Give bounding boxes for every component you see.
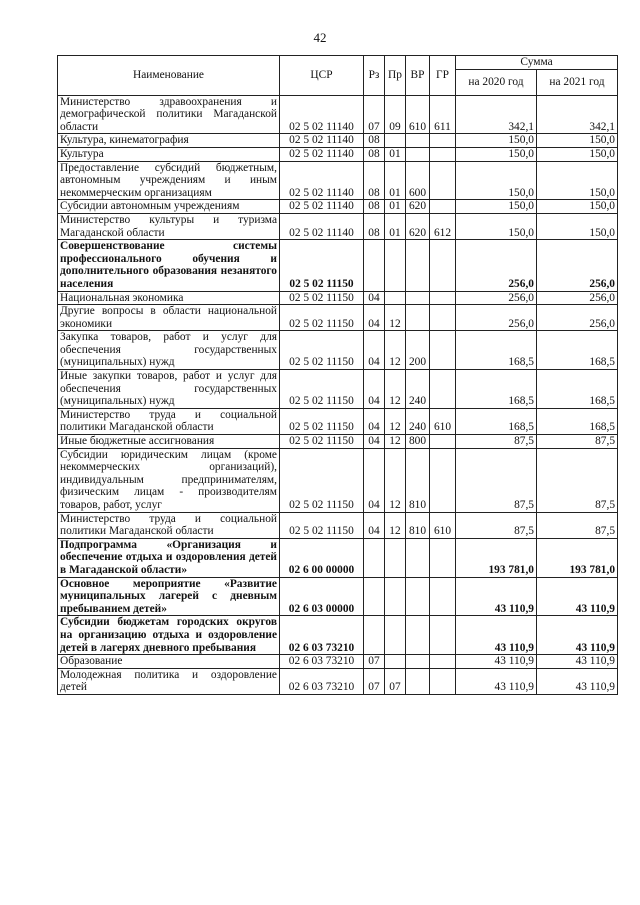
cell-gr <box>430 577 456 616</box>
header-pr: Пр <box>385 56 406 96</box>
cell-vr <box>406 134 430 148</box>
cell-sum-2021: 43 110,9 <box>537 655 618 669</box>
cell-rz: 04 <box>364 408 385 434</box>
header-name: Наименование <box>58 56 280 96</box>
cell-pr: 01 <box>385 200 406 214</box>
cell-sum-2021: 87,5 <box>537 512 618 538</box>
cell-gr: 611 <box>430 95 456 134</box>
cell-pr <box>385 655 406 669</box>
cell-rz: 08 <box>364 213 385 239</box>
cell-rz: 04 <box>364 512 385 538</box>
cell-gr <box>430 538 456 577</box>
cell-pr: 12 <box>385 370 406 409</box>
cell-rz: 04 <box>364 305 385 331</box>
cell-pr <box>385 291 406 305</box>
cell-gr <box>430 200 456 214</box>
cell-gr <box>430 370 456 409</box>
cell-pr: 12 <box>385 435 406 449</box>
cell-sum-2020: 193 781,0 <box>456 538 537 577</box>
cell-vr: 200 <box>406 331 430 370</box>
cell-sum-2020: 43 110,9 <box>456 616 537 655</box>
table-row <box>58 668 618 694</box>
cell-rz: 07 <box>364 668 385 694</box>
cell-vr: 800 <box>406 435 430 449</box>
cell-pr: 09 <box>385 95 406 134</box>
table-row <box>58 577 618 616</box>
table-row <box>58 435 618 449</box>
cell-pr <box>385 616 406 655</box>
table-row <box>58 240 618 291</box>
cell-sum-2020: 150,0 <box>456 200 537 214</box>
table-row <box>58 512 618 538</box>
cell-csr: 02 6 00 00000 <box>280 538 364 577</box>
cell-vr <box>406 668 430 694</box>
cell-pr: 12 <box>385 331 406 370</box>
cell-sum-2021: 43 110,9 <box>537 668 618 694</box>
cell-gr <box>430 305 456 331</box>
cell-vr: 610 <box>406 95 430 134</box>
cell-sum-2020: 43 110,9 <box>456 668 537 694</box>
cell-sum-2020: 150,0 <box>456 161 537 200</box>
cell-pr <box>385 577 406 616</box>
cell-csr: 02 6 03 73210 <box>280 668 364 694</box>
cell-vr: 240 <box>406 408 430 434</box>
cell-rz: 04 <box>364 448 385 512</box>
table-row <box>58 616 618 655</box>
table-row <box>58 161 618 200</box>
cell-pr: 01 <box>385 213 406 239</box>
cell-name: Культура <box>58 147 280 161</box>
cell-sum-2021: 43 110,9 <box>537 577 618 616</box>
cell-gr <box>430 134 456 148</box>
cell-sum-2020: 87,5 <box>456 448 537 512</box>
header-year-2020: на 2020 год <box>456 69 537 95</box>
table-row <box>58 331 618 370</box>
cell-vr: 240 <box>406 370 430 409</box>
cell-csr: 02 6 03 73210 <box>280 655 364 669</box>
cell-gr: 610 <box>430 408 456 434</box>
table-row <box>58 134 618 148</box>
cell-sum-2020: 168,5 <box>456 370 537 409</box>
cell-vr <box>406 291 430 305</box>
cell-name: Субсидии юридическим лицам (кроме некоммерческих организаций), индивидуальным предпринимателям, физическим лицам - производителям товаров, работ, услуг <box>58 448 280 512</box>
cell-name: Субсидии автономным учреждениям <box>58 200 280 214</box>
table-row <box>58 305 618 331</box>
cell-gr: 610 <box>430 512 456 538</box>
cell-rz <box>364 577 385 616</box>
table-row <box>58 538 618 577</box>
cell-rz: 04 <box>364 291 385 305</box>
cell-sum-2021: 150,0 <box>537 161 618 200</box>
cell-sum-2021: 168,5 <box>537 370 618 409</box>
cell-sum-2021: 168,5 <box>537 408 618 434</box>
cell-vr: 620 <box>406 213 430 239</box>
table-row <box>58 408 618 434</box>
cell-csr: 02 5 02 11150 <box>280 370 364 409</box>
table-row <box>58 200 618 214</box>
table-header <box>58 56 618 96</box>
cell-gr <box>430 616 456 655</box>
cell-name: Образование <box>58 655 280 669</box>
cell-name: Министерство труда и социальной политики Магаданской области <box>58 512 280 538</box>
cell-csr: 02 5 02 11150 <box>280 408 364 434</box>
table-row <box>58 291 618 305</box>
header-csr: ЦСР <box>280 56 364 96</box>
cell-csr: 02 5 02 11140 <box>280 213 364 239</box>
cell-name: Национальная экономика <box>58 291 280 305</box>
cell-gr <box>430 448 456 512</box>
cell-csr: 02 5 02 11140 <box>280 200 364 214</box>
cell-csr: 02 5 02 11150 <box>280 291 364 305</box>
cell-gr <box>430 668 456 694</box>
cell-csr: 02 5 02 11140 <box>280 147 364 161</box>
cell-csr: 02 5 02 11150 <box>280 331 364 370</box>
cell-rz: 08 <box>364 134 385 148</box>
cell-csr: 02 5 02 11140 <box>280 161 364 200</box>
cell-vr <box>406 655 430 669</box>
cell-gr <box>430 331 456 370</box>
cell-name: Министерство труда и социальной политики Магаданской области <box>58 408 280 434</box>
cell-gr <box>430 240 456 291</box>
cell-rz: 08 <box>364 147 385 161</box>
cell-csr: 02 6 03 00000 <box>280 577 364 616</box>
cell-vr: 810 <box>406 448 430 512</box>
header-vr: ВР <box>406 56 430 96</box>
cell-pr <box>385 240 406 291</box>
cell-name: Министерство здравоохранения и демографической политики Магаданской области <box>58 95 280 134</box>
cell-name: Министерство культуры и туризма Магаданской области <box>58 213 280 239</box>
cell-gr: 612 <box>430 213 456 239</box>
cell-csr: 02 5 02 11140 <box>280 134 364 148</box>
cell-sum-2020: 150,0 <box>456 213 537 239</box>
table-row <box>58 147 618 161</box>
cell-rz: 08 <box>364 200 385 214</box>
cell-sum-2021: 150,0 <box>537 213 618 239</box>
budget-table <box>57 55 618 695</box>
table-body <box>58 95 618 694</box>
cell-name: Предоставление субсидий бюджетным, автономным учреждениям и иным некоммерческим организациям <box>58 161 280 200</box>
cell-pr <box>385 538 406 577</box>
cell-sum-2021: 342,1 <box>537 95 618 134</box>
cell-sum-2020: 43 110,9 <box>456 577 537 616</box>
cell-vr <box>406 240 430 291</box>
cell-csr: 02 5 02 11150 <box>280 305 364 331</box>
cell-gr <box>430 161 456 200</box>
cell-rz <box>364 538 385 577</box>
cell-name: Субсидии бюджетам городских округов на организацию отдыха и оздоровление детей в лагерях дневного пребывания <box>58 616 280 655</box>
cell-sum-2020: 87,5 <box>456 512 537 538</box>
table-row <box>58 95 618 134</box>
cell-pr: 01 <box>385 161 406 200</box>
cell-name: Другие вопросы в области национальной экономики <box>58 305 280 331</box>
table-row <box>58 370 618 409</box>
cell-sum-2021: 87,5 <box>537 448 618 512</box>
cell-sum-2021: 150,0 <box>537 200 618 214</box>
cell-pr: 01 <box>385 147 406 161</box>
cell-pr: 12 <box>385 408 406 434</box>
cell-csr: 02 5 02 11150 <box>280 512 364 538</box>
cell-vr <box>406 147 430 161</box>
cell-sum-2021: 256,0 <box>537 291 618 305</box>
cell-sum-2020: 256,0 <box>456 291 537 305</box>
cell-sum-2020: 342,1 <box>456 95 537 134</box>
cell-name: Иные бюджетные ассигнования <box>58 435 280 449</box>
cell-sum-2020: 168,5 <box>456 331 537 370</box>
cell-csr: 02 5 02 11140 <box>280 95 364 134</box>
cell-pr: 12 <box>385 305 406 331</box>
cell-rz: 04 <box>364 331 385 370</box>
cell-name: Подпрограмма «Организация и обеспечение отдыха и оздоровления детей в Магаданской области» <box>58 538 280 577</box>
cell-sum-2021: 150,0 <box>537 147 618 161</box>
cell-sum-2020: 256,0 <box>456 305 537 331</box>
cell-sum-2020: 87,5 <box>456 435 537 449</box>
cell-gr <box>430 147 456 161</box>
cell-pr: 07 <box>385 668 406 694</box>
cell-rz: 04 <box>364 435 385 449</box>
cell-vr <box>406 538 430 577</box>
cell-vr: 600 <box>406 161 430 200</box>
cell-sum-2020: 168,5 <box>456 408 537 434</box>
cell-pr: 12 <box>385 512 406 538</box>
cell-sum-2021: 150,0 <box>537 134 618 148</box>
page-number: 42 <box>313 30 327 45</box>
cell-name: Основное мероприятие «Развитие муниципальных лагерей с дневным пребыванием детей» <box>58 577 280 616</box>
cell-sum-2021: 87,5 <box>537 435 618 449</box>
cell-vr <box>406 616 430 655</box>
cell-name: Культура, кинематография <box>58 134 280 148</box>
header-gr: ГР <box>430 56 456 96</box>
cell-csr: 02 6 03 73210 <box>280 616 364 655</box>
table-row <box>58 448 618 512</box>
cell-sum-2020: 256,0 <box>456 240 537 291</box>
cell-sum-2020: 150,0 <box>456 147 537 161</box>
cell-rz: 07 <box>364 655 385 669</box>
cell-vr: 620 <box>406 200 430 214</box>
cell-sum-2021: 168,5 <box>537 331 618 370</box>
cell-sum-2021: 43 110,9 <box>537 616 618 655</box>
cell-sum-2020: 150,0 <box>456 134 537 148</box>
table-row <box>58 655 618 669</box>
cell-name: Закупка товаров, работ и услуг для обеспечения государственных (муниципальных) нужд <box>58 331 280 370</box>
cell-sum-2021: 256,0 <box>537 305 618 331</box>
cell-vr <box>406 305 430 331</box>
cell-vr: 810 <box>406 512 430 538</box>
table-row <box>58 213 618 239</box>
header-year-2021: на 2021 год <box>537 69 618 95</box>
cell-pr: 12 <box>385 448 406 512</box>
cell-gr <box>430 291 456 305</box>
cell-csr: 02 5 02 11150 <box>280 240 364 291</box>
cell-name: Молодежная политика и оздоровление детей <box>58 668 280 694</box>
header-rz: Рз <box>364 56 385 96</box>
cell-sum-2020: 43 110,9 <box>456 655 537 669</box>
cell-gr <box>430 435 456 449</box>
cell-name: Иные закупки товаров, работ и услуг для обеспечения государственных (муниципальных) нужд <box>58 370 280 409</box>
cell-rz <box>364 616 385 655</box>
cell-csr: 02 5 02 11150 <box>280 448 364 512</box>
cell-csr: 02 5 02 11150 <box>280 435 364 449</box>
header-sum: Сумма <box>456 56 618 70</box>
cell-rz <box>364 240 385 291</box>
cell-sum-2021: 193 781,0 <box>537 538 618 577</box>
cell-rz: 04 <box>364 370 385 409</box>
cell-rz: 08 <box>364 161 385 200</box>
cell-pr <box>385 134 406 148</box>
cell-rz: 07 <box>364 95 385 134</box>
cell-sum-2021: 256,0 <box>537 240 618 291</box>
cell-vr <box>406 577 430 616</box>
cell-gr <box>430 655 456 669</box>
cell-name: Совершенствование системы профессионального обучения и дополнительного образования незанятого населения <box>58 240 280 291</box>
